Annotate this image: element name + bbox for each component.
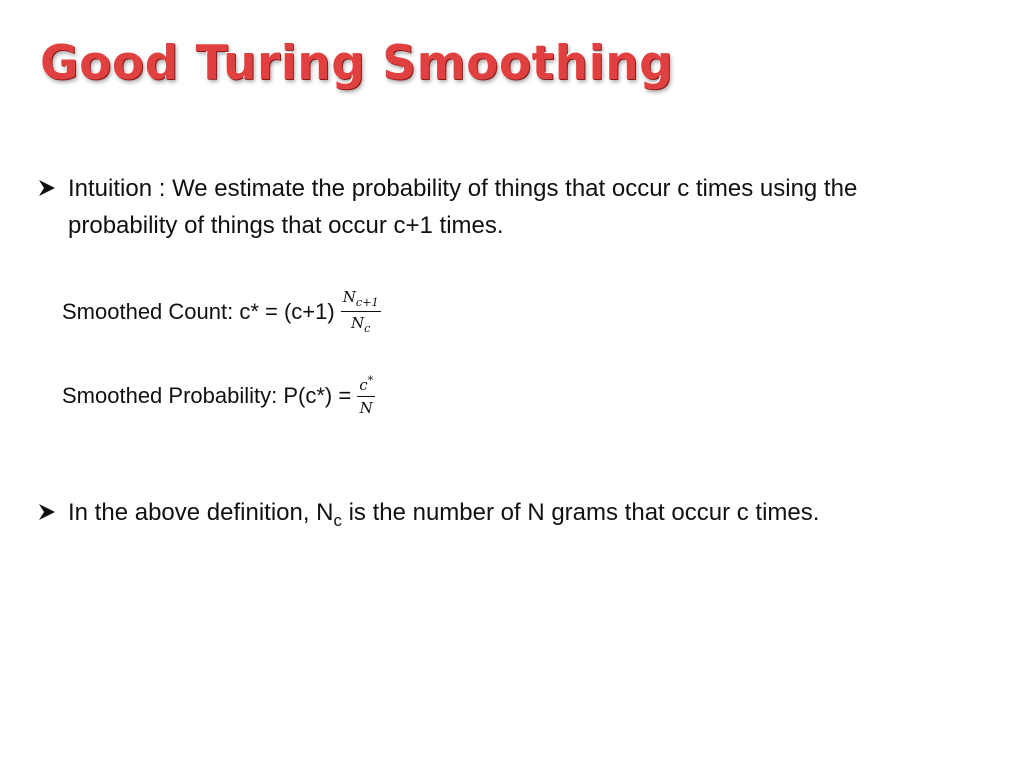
probability-fraction [357,374,375,417]
smoothed-count-formula [62,288,381,335]
bullet-intuition [38,170,938,244]
probability-numerator: c* [357,374,375,397]
bullet-definition [38,494,938,539]
arrow-bullet-icon [38,494,62,531]
smoothed-probability-label: Smoothed Probability: P(c*) = [62,382,352,408]
smoothed-count-label: Smoothed Count: c* = (c+1) [62,298,335,324]
count-numerator: $N_{c+1}$ [341,288,381,312]
probability-denominator: N [359,399,373,417]
arrow-bullet-icon [38,170,62,207]
smoothed-probability-formula [62,374,375,417]
bullet-definition-text: In the above definition, $N_c$ is the number of N grams that occur c times. [68,499,820,530]
count-fraction [341,288,381,335]
slide-title: Good Turing Smoothing [40,36,674,91]
count-denominator: $N_c$ [350,314,371,335]
bullet-intuition-text: Intuition : We estimate the probability of things that occur c times using the probability of things that occur c+1 times. [68,175,858,239]
